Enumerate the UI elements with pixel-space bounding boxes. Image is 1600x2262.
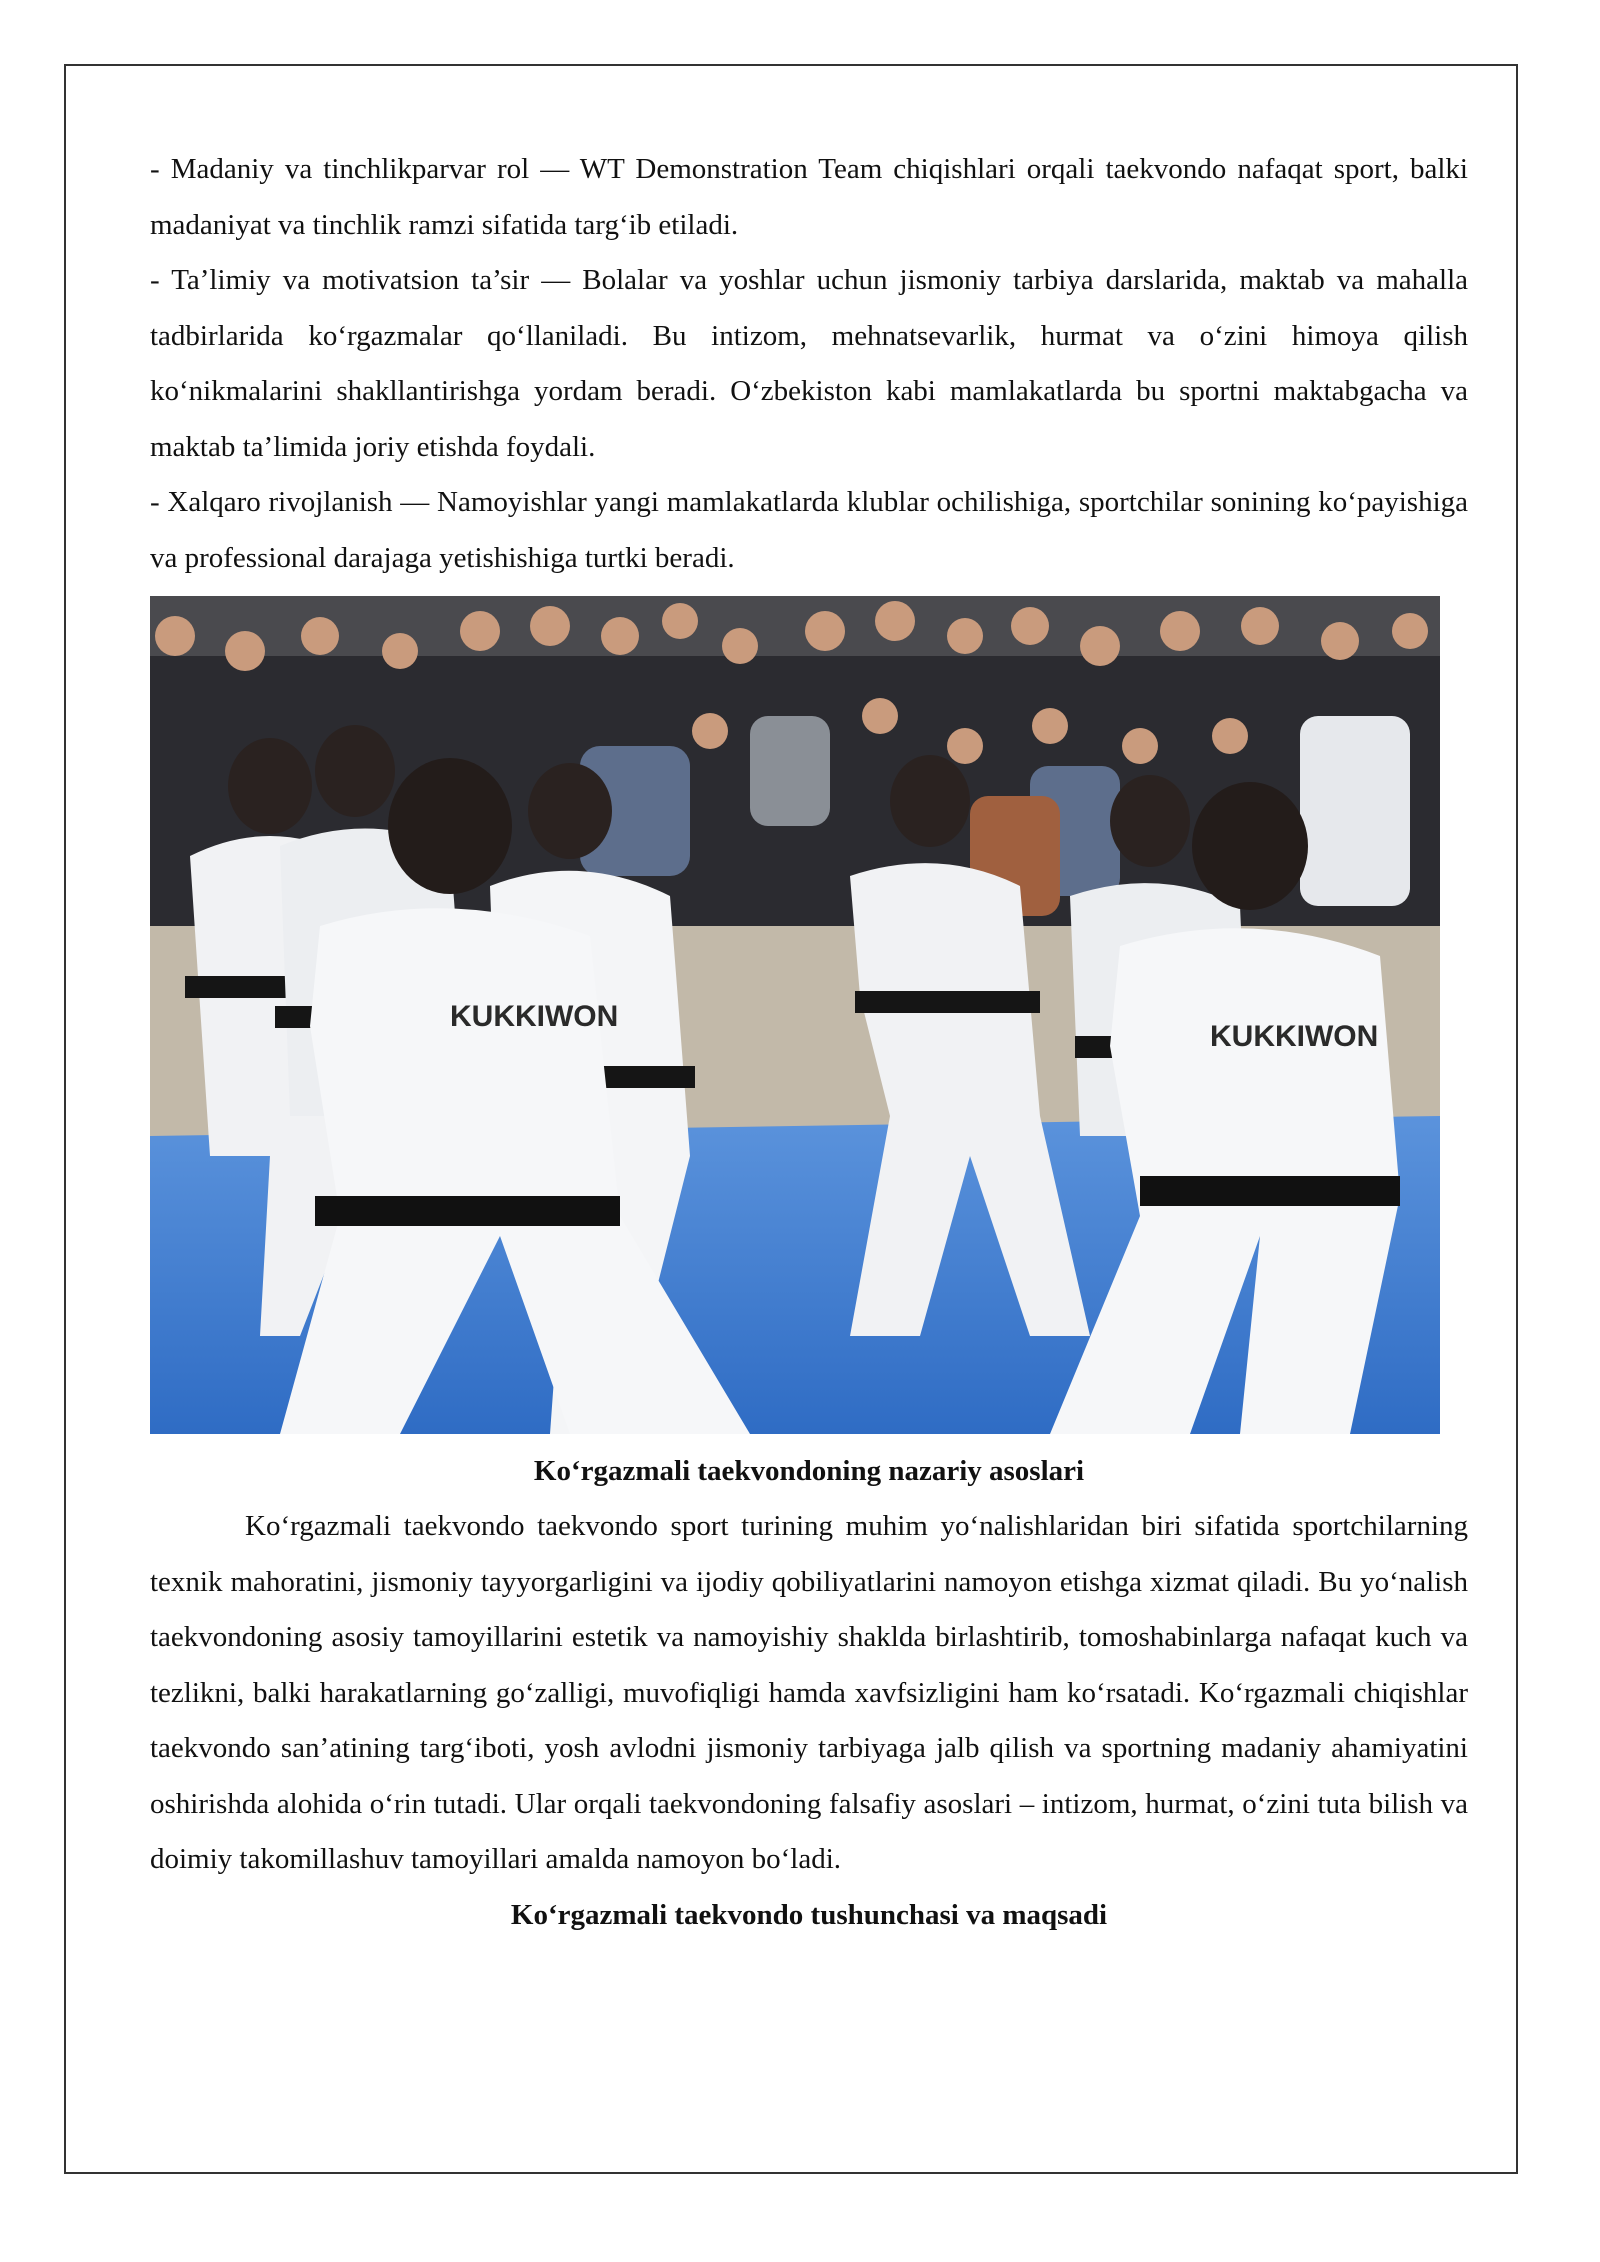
paragraph-cultural-role: - Madaniy va tinchlikparvar rol — WT Demonstration Team chiqishlari orqali taekvondo nafaqat sport, balki madaniyat va tinchlik ramzi sifatida targ‘ib etiladi.: [150, 153, 1468, 241]
uniform-logo-text: KUKKIWON: [1210, 1020, 1379, 1053]
taekwondo-demonstration-photo: [150, 596, 1440, 1434]
section-body-theory: Ko‘rgazmali taekvondo taekvondo sport turining muhim yo‘nalishlaridan biri sifatida sportchilarning texnik mahoratini, jismoniy tayyorgarligini va ijodiy qobiliyatlarini namoyon etishga xizmat qiladi. Bu yo‘nalish taekvondoning asosiy tamoyillarini estetik va namoyishiy shaklda birlashtirib, tomoshabinlarga nafaqat kuch va tezlikni, balki harakatlarning go‘zalligi, muvofiqligi hamda xavfsizligini ham ko‘rsatadi. Ko‘rgazmali chiqishlar taekvondo san’atining targ‘iboti, yosh avlodni jismoniy tarbiyaga jalb qilish va sportning madaniy ahamiyatini oshirishda alohida o‘rin tutadi. Ular orqali taekvondoning falsafiy asoslari – intizom, hurmat, o‘zini tuta bilish va doimiy takomillashuv tamoyillari amalda namoyon bo‘ladi.: [150, 1510, 1468, 1875]
section-heading-concept: Ko‘rgazmali taekvondo tushunchasi va maqsadi: [510, 1898, 1108, 1931]
paragraph-international-development: - Xalqaro rivojlanish — Namoyishlar yangi mamlakatlarda klublar ochilishiga, sportchilar sonining ko‘payishiga va professional darajaga yetishishiga turtki beradi.: [150, 486, 1468, 574]
paragraph-educational-impact: - Ta’limiy va motivatsion ta’sir — Bolalar va yoshlar uchun jismoniy tarbiya darslarida, maktab va mahalla tadbirlarida ko‘rgazmalar qo‘llaniladi. Bu intizom, mehnatsevarlik, hurmat va o‘zini himoya qilish ko‘nikmalarini shakllantirishga yordam beradi. O‘zbekiston kabi mamlakatlarda bu sportni maktabgacha va maktab ta’limida joriy etishda foydali.: [150, 264, 1468, 463]
document-body: [150, 142, 1468, 1943]
uniform-logo-text: KUKKIWON: [450, 1000, 619, 1033]
section-heading-theory: Ko‘rgazmali taekvondoning nazariy asoslari: [533, 1455, 1085, 1487]
